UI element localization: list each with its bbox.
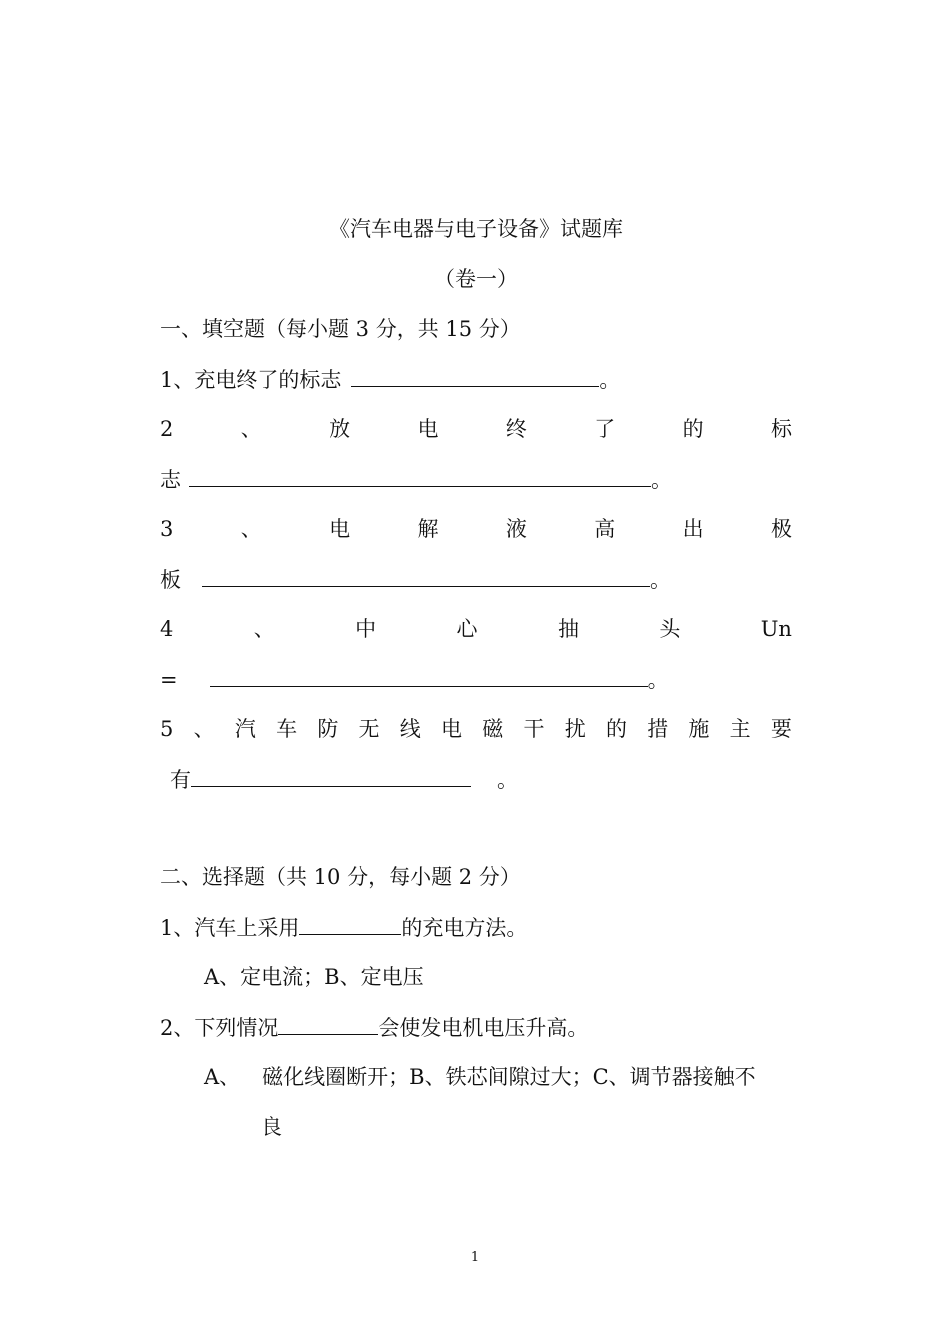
token: 的 [682, 417, 704, 441]
answer-blank-1[interactable] [351, 364, 599, 387]
choice-question-2-option-label: A、 [204, 1065, 241, 1089]
choice-question-1 [160, 912, 792, 943]
token: 、 [240, 517, 262, 541]
token: 线 [399, 717, 421, 741]
token: 磁 [482, 717, 504, 741]
choice-question-1-post: 的充电方法。 [401, 916, 528, 940]
page-number: 1 [470, 1250, 480, 1265]
token: 扰 [564, 717, 586, 741]
token: 抽 [557, 617, 579, 641]
document-subtitle: （卷一） [434, 267, 518, 291]
token: 头 [659, 617, 681, 641]
token: 电 [417, 417, 439, 441]
token: 终 [505, 417, 527, 441]
period: 。 [647, 668, 669, 692]
answer-blank-4[interactable] [210, 664, 648, 687]
fill-question-4 [160, 614, 792, 644]
fill-question-2-cont-text: 志 [160, 468, 181, 492]
fill-question-3-cont [160, 564, 792, 595]
token: 了 [594, 417, 616, 441]
fill-question-5-cont-text: 有 [170, 768, 191, 792]
token: 、 [240, 417, 262, 441]
token: 防 [317, 717, 339, 741]
answer-blank-2[interactable] [189, 464, 651, 487]
fill-question-3 [160, 514, 792, 544]
document-title: 《汽车电器与电子设备》试题库 [329, 217, 623, 241]
token: 措 [647, 717, 669, 741]
token: Un [760, 617, 792, 641]
answer-blank-3[interactable] [202, 564, 650, 587]
token: 施 [688, 717, 710, 741]
choice-question-2-options-cont: 良 [261, 1115, 282, 1139]
token: 的 [605, 717, 627, 741]
token: 要 [770, 717, 792, 741]
token: 高 [594, 517, 616, 541]
fill-question-3-cont-text: 板 [160, 568, 181, 592]
fill-question-4-cont-text: = [160, 668, 178, 692]
choice-question-2-pre: 2、下列情况 [160, 1016, 279, 1040]
section1-heading: 一、填空题（每小题 3 分，共 15 分） [160, 317, 521, 341]
fill-question-1 [160, 364, 792, 395]
token: 3 [160, 517, 174, 541]
token: 车 [276, 717, 298, 741]
period: 。 [650, 568, 671, 592]
token: 、 [253, 617, 275, 641]
token: 无 [358, 717, 380, 741]
period: 。 [599, 368, 621, 392]
fill-question-5-cont [160, 764, 792, 795]
token: 液 [505, 517, 527, 541]
token: 2 [160, 417, 174, 441]
fill-question-4-cont [160, 664, 792, 695]
token: 标 [771, 417, 792, 441]
choice-blank-1[interactable] [299, 912, 401, 935]
token: 5 [160, 717, 174, 741]
choice-blank-2[interactable] [278, 1012, 378, 1035]
fill-question-1-text: 1、充电终了的标志 [160, 368, 342, 392]
choice-question-1-options: A、定电流；B、定电压 [204, 965, 424, 989]
token: 电 [441, 717, 463, 741]
choice-question-2-post: 会使发电机电压升高。 [378, 1016, 589, 1040]
period: 。 [497, 768, 518, 792]
choice-question-2 [160, 1012, 792, 1043]
token: 中 [355, 617, 377, 641]
section2-heading: 二、选择题（共 10 分，每小题 2 分） [160, 865, 521, 889]
choice-question-2-options [204, 1062, 792, 1092]
answer-blank-5[interactable] [191, 764, 471, 787]
token: 汽 [234, 717, 256, 741]
token: 、 [193, 717, 215, 741]
choice-question-2-options-text: 磁化线圈断开；B、铁芯间隙过大；C、调节器接触不 [262, 1065, 756, 1089]
token: 电 [329, 517, 351, 541]
token: 主 [729, 717, 751, 741]
fill-question-5 [160, 714, 792, 744]
period: 。 [651, 468, 672, 492]
token: 干 [523, 717, 545, 741]
fill-question-2 [160, 414, 792, 444]
token: 解 [417, 517, 439, 541]
token: 出 [682, 517, 704, 541]
token: 极 [771, 517, 792, 541]
token: 放 [329, 417, 351, 441]
choice-question-1-pre: 1、汽车上采用 [160, 916, 300, 940]
token: 心 [456, 617, 478, 641]
fill-question-2-cont [160, 464, 792, 495]
token: 4 [160, 617, 174, 641]
